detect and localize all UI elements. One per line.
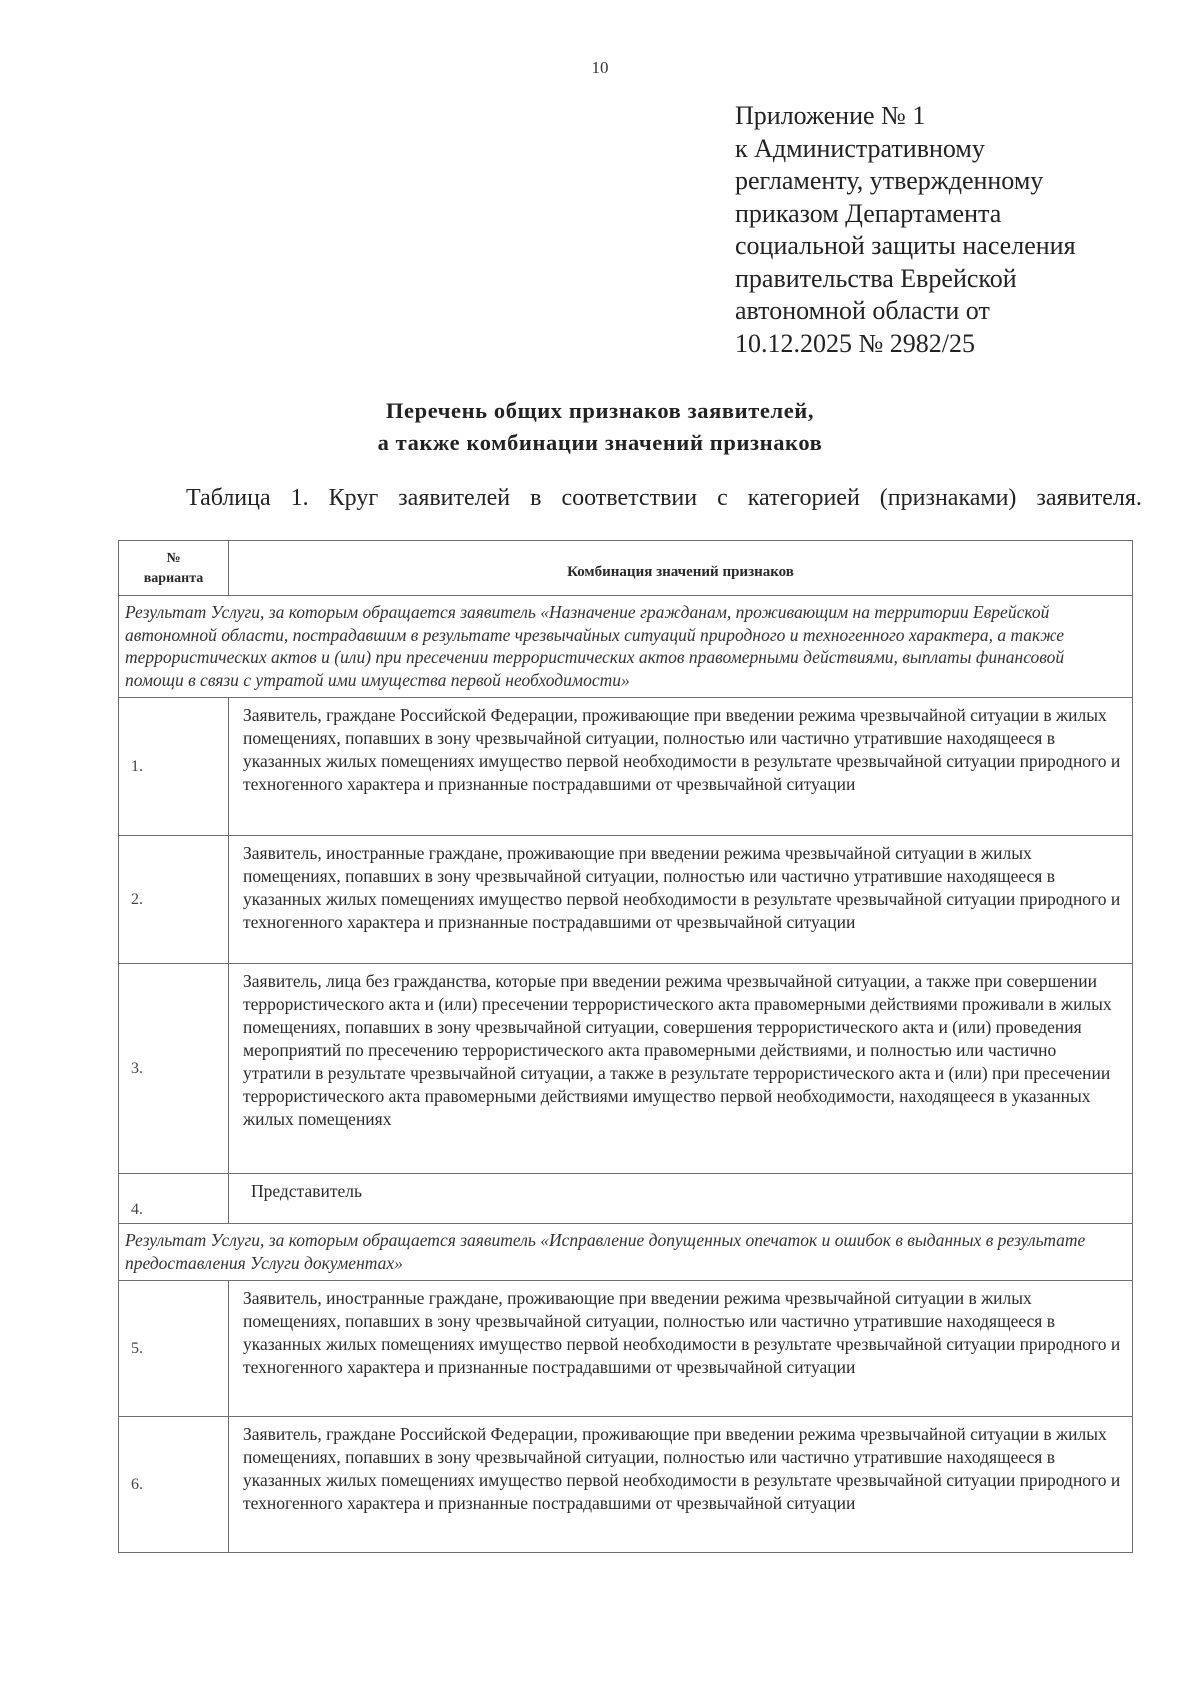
variant-description-cell: Заявитель, иностранные граждане, проживающие при введении режима чрезвычайной ситуации в жилых помещениях, попавших в зону чрезвычайной ситуации, полностью или частично утратившие находящееся в указанных жилых помещениях имущество первой необходимости в результате чрезвычайной ситуации природного и техногенного характера и признанные пострадавшими от чрезвычайной ситуации [229, 1281, 1133, 1417]
header-variant-word: варианта [143, 571, 204, 586]
table-row [119, 964, 1133, 1174]
document-title-line-2: а также комбинации значений признаков [377, 430, 823, 455]
appendix-line: 10.12.2025 № 2982/25 [735, 328, 976, 358]
document-title-line-1: Перечень общих признаков заявителей, [385, 398, 815, 423]
variant-number-cell: 3. [119, 964, 229, 1174]
variant-number-cell: 2. [119, 836, 229, 964]
section-title: Результат Услуги, за которым обращается заявитель «Назначение гражданам, проживающим на территории Еврейской автономной области, пострадавшим в результате чрезвычайных ситуаций природного и техногенного характера, а также террористических актов и (или) при пресечении террористических актов правомерными действиями, выплаты финансовой помощи в связи с утратой ими имущества первой необходимости» [119, 596, 1133, 698]
column-header-combination: Комбинация значений признаков [229, 541, 1133, 596]
appendix-line: правительства Еврейской [735, 263, 1017, 293]
variant-number-cell: 6. [119, 1417, 229, 1553]
table-row [119, 836, 1133, 964]
appendix-line: приказом Департамента [735, 198, 1002, 228]
appendix-line: социальной защиты населения [735, 231, 1076, 260]
appendix-line: автономной области от [735, 296, 990, 325]
variant-number-cell: 5. [119, 1281, 229, 1417]
variant-number-cell: 4. [119, 1174, 229, 1224]
variant-description-cell: Заявитель, граждане Российской Федерации, проживающие при введении режима чрезвычайной ситуации в жилых помещениях, попавших в зону чрезвычайной ситуации, полностью или частично утратившие находящееся в указанных жилых помещениях имущество первой необходимости в результате чрезвычайной ситуации природного и техногенного характера и признанные пострадавшими от чрезвычайной ситуации [229, 698, 1133, 836]
page-number: 10 [591, 58, 609, 77]
section-row [119, 1224, 1133, 1281]
variant-description-cell: Заявитель, лица без гражданства, которые при введении режима чрезвычайной ситуации, а также при совершении террористического акта и (или) пресечении террористического акта правомерными действиями проживали в жилых помещениях, попавших в зону чрезвычайной ситуации, совершения террористического акта и (или) проведения мероприятий по пресечению террористического акта правомерными действиями, и полностью или частично утратили в результате чрезвычайной ситуации, а также в результате террористического акта и (или) при пресечении террористического акта правомерными действиями имущество первой необходимости, находящееся в указанных жилых помещениях [229, 964, 1133, 1174]
section-row [119, 596, 1133, 698]
table-header-row [119, 541, 1133, 596]
section-title: Результат Услуги, за которым обращается заявитель «Исправление допущенных опечаток и ошибок в выданных в результате предоставления Услуги документах» [119, 1224, 1133, 1281]
variant-number-cell: 1. [119, 698, 229, 836]
table-row [119, 1281, 1133, 1417]
table-row [119, 1174, 1133, 1224]
applicant-criteria-table [118, 540, 1133, 1553]
variant-description-cell: Представитель [229, 1174, 1133, 1224]
table-row [119, 1417, 1133, 1553]
appendix-line: регламенту, утвержденному [735, 166, 1044, 195]
appendix-line: к Административному [735, 133, 985, 163]
document-title [0, 395, 1200, 459]
variant-description-cell: Заявитель, иностранные граждане, проживающие при введении режима чрезвычайной ситуации в жилых помещениях, попавших в зону чрезвычайной ситуации, полностью или частично утратившие находящееся в указанных жилых помещениях имущество первой необходимости в результате чрезвычайной ситуации природного и техногенного характера и признанные пострадавшими от чрезвычайной ситуации [229, 836, 1133, 964]
variant-description-cell: Заявитель, граждане Российской Федерации, проживающие при введении режима чрезвычайной ситуации в жилых помещениях, попавших в зону чрезвычайной ситуации, полностью или частично утратившие находящееся в указанных жилых помещениях имущество первой необходимости в результате чрезвычайной ситуации природного и техногенного характера и признанные пострадавшими от чрезвычайной ситуации [229, 1417, 1133, 1553]
appendix-block [735, 100, 1165, 360]
table-row [119, 698, 1133, 836]
column-header-variant-number [119, 541, 229, 596]
table-caption: Таблица 1. Круг заявителей в соответствии с категорией (признаками) заявителя. [186, 485, 1142, 511]
appendix-line: Приложение № 1 [735, 101, 926, 130]
header-number-sign: № [166, 551, 181, 566]
